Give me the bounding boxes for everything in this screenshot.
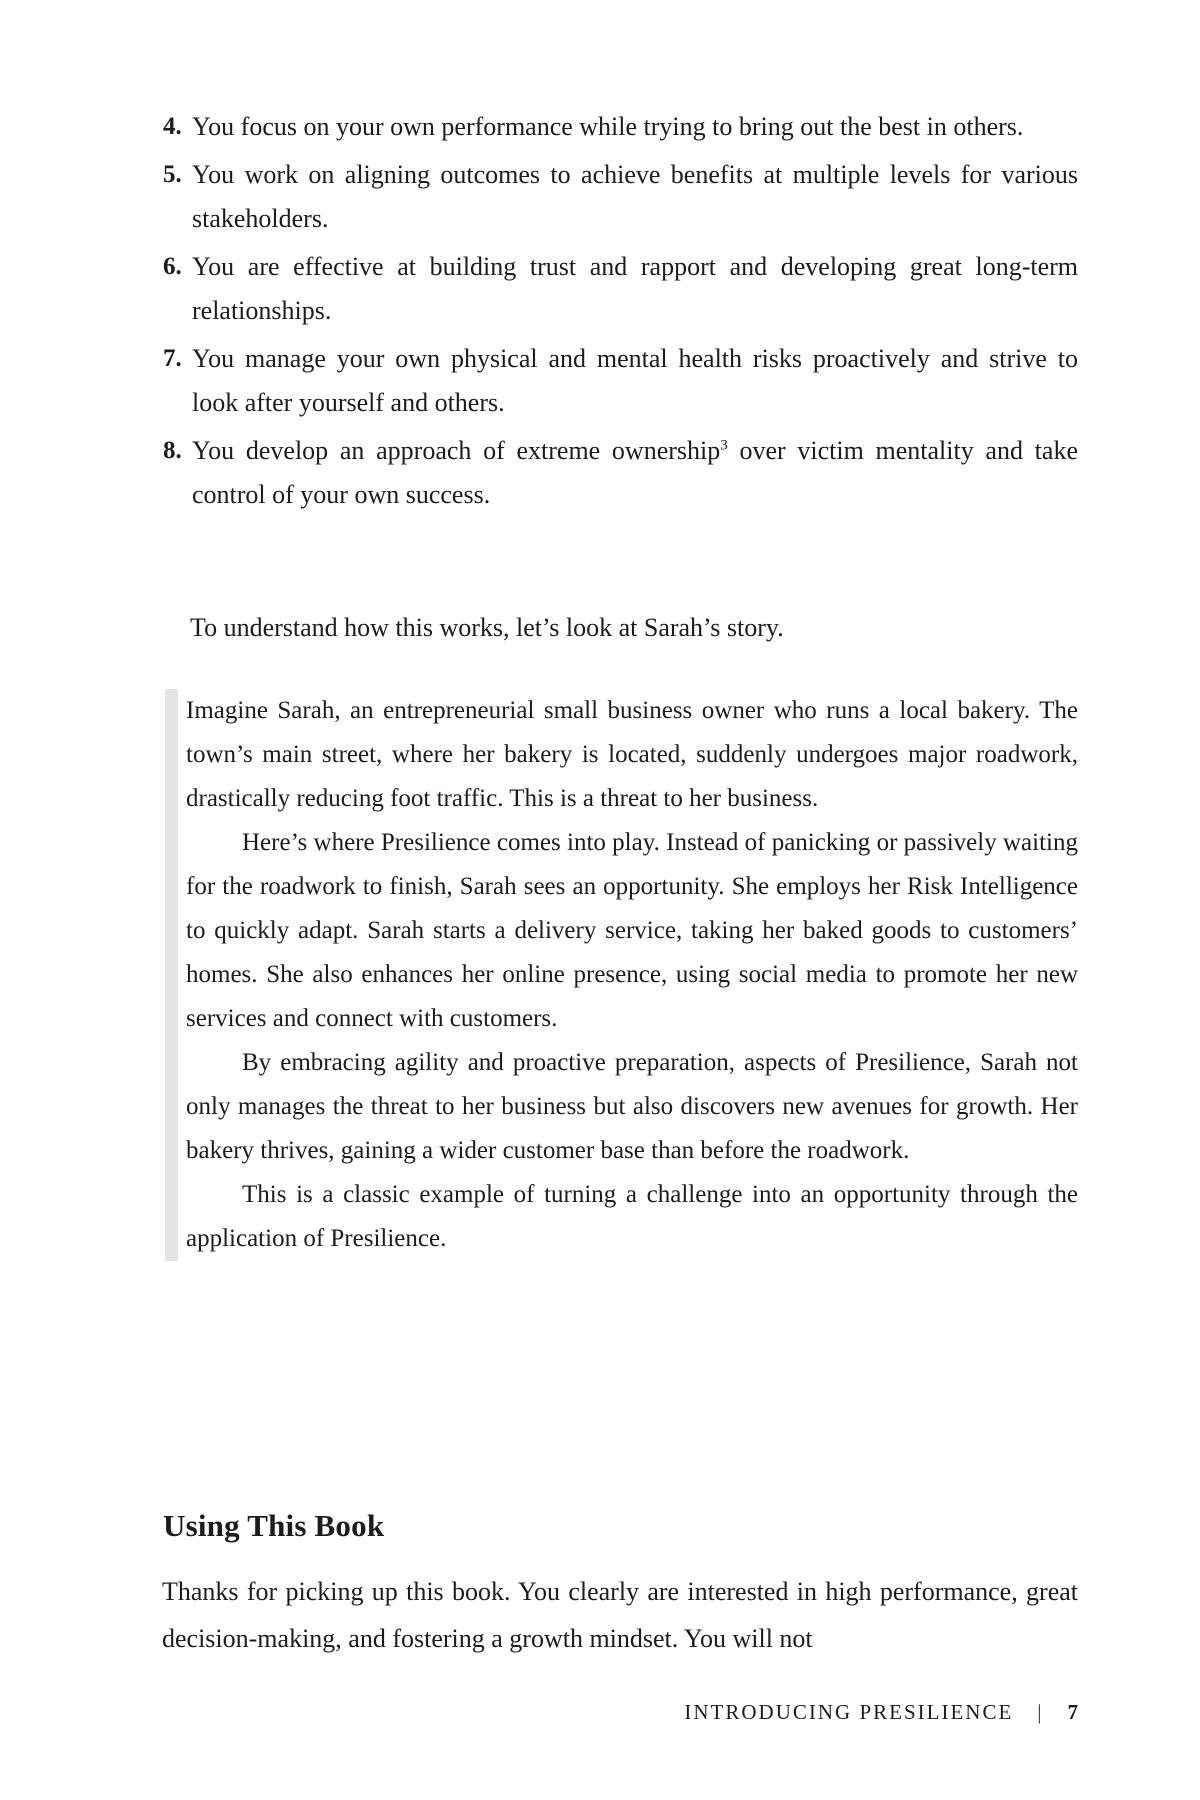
list-item-number: 8.: [163, 437, 182, 464]
section-heading: Using This Book: [163, 1508, 385, 1543]
list-item: [163, 153, 1078, 241]
footnote-marker: 3: [720, 437, 728, 454]
numbered-list: [163, 105, 1078, 521]
list-item: [163, 105, 1078, 149]
list-item-number: 5.: [163, 161, 182, 188]
list-item-text-after-footnote: over victim mentality and take control of your own success.: [192, 436, 1078, 509]
list-item: [163, 245, 1078, 333]
list-item-text-before-footnote: You develop an approach of extreme ownership: [192, 436, 721, 465]
page-number: 7: [1067, 1700, 1078, 1724]
blockquote-paragraph: Here’s where Presilience comes into play. Instead of panicking or passively waiting for the roadwork to finish, Sarah sees an opportunity. She employs her Risk Intelligence to quickly adapt. Sarah starts a delivery service, taking her baked goods to customers’ homes. She also enhances her online presence, using social media to promote her new services and connect with customers.: [186, 829, 1078, 1032]
page-footer: [162, 1700, 1078, 1725]
list-item: [163, 337, 1078, 425]
story-blockquote: [165, 689, 1078, 1261]
list-item-number: 7.: [163, 345, 182, 372]
list-item-text: You are effective at building trust and rapport and developing great long-term relationships.: [192, 252, 1078, 325]
footer-separator: |: [1037, 1700, 1044, 1724]
body-paragraph: Thanks for picking up this book. You clearly are interested in high performance, great decision-making, and fostering a growth mindset. You will not: [162, 1577, 1078, 1653]
list-item-number: 4.: [163, 113, 182, 140]
list-item-text: You work on aligning outcomes to achieve benefits at multiple levels for various stakeholders.: [192, 160, 1078, 233]
blockquote-paragraph: This is a classic example of turning a challenge into an opportunity through the application of Presilience.: [186, 1181, 1078, 1252]
list-item-text: You focus on your own performance while trying to bring out the best in others.: [192, 112, 1024, 141]
list-item-text: [192, 429, 1078, 517]
blockquote-paragraph: Imagine Sarah, an entrepreneurial small business owner who runs a local bakery. The town’s main street, where her bakery is located, suddenly undergoes major roadwork, drastically reducing foot traffic. This is a threat to her business.: [186, 697, 1078, 812]
intro-paragraph: To understand how this works, let’s look at Sarah’s story.: [190, 613, 784, 642]
list-item-number: 6.: [163, 253, 182, 280]
blockquote-paragraph: By embracing agility and proactive preparation, aspects of Presilience, Sarah not only manages the threat to her business but also discovers new avenues for growth. Her bakery thrives, gaining a wider customer base than before the roadwork.: [186, 1049, 1078, 1164]
list-item-text: You manage your own physical and mental health risks proactively and strive to look after yourself and others.: [192, 344, 1078, 417]
list-item: [163, 429, 1078, 517]
running-head: INTRODUCING PRESILIENCE: [684, 1700, 1014, 1724]
